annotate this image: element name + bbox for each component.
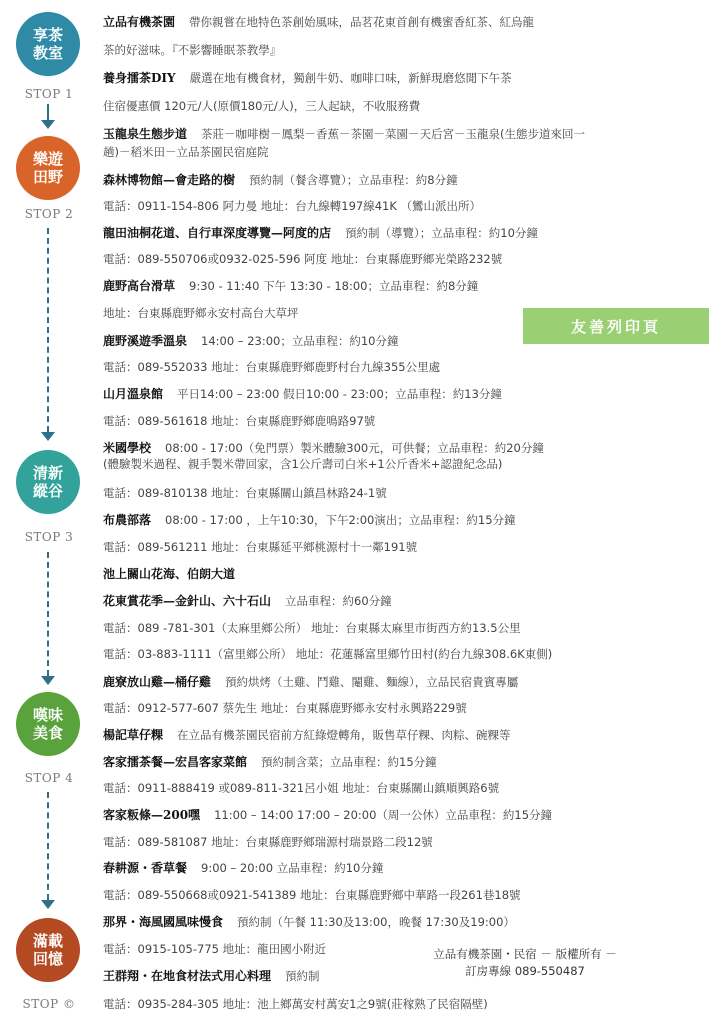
- item-text: 預約制含菜；立品車程：約15分鐘: [261, 755, 437, 769]
- item-title: 客家粄條—200嘿: [103, 808, 201, 822]
- copyright-text: 立品有機茶園・民宿 － 版權所有 －: [433, 947, 617, 961]
- stop-4-circle: [16, 692, 80, 756]
- item-title: 山月溫泉館: [103, 387, 164, 401]
- arrow-down-icon: [41, 676, 55, 685]
- print-friendly-button[interactable]: 友善列印頁: [523, 308, 709, 344]
- item-text: (體驗製米過程、親手製米帶回家，含1公斤壽司白米+1公斤香米+認證紀念品): [103, 457, 503, 471]
- item-text: 11:00 – 14:00 17:00 – 20:00（周一公休）立品車程：約15分鐘: [214, 808, 553, 822]
- list-item: [103, 780, 697, 796]
- item-title: 鹿寮放山雞—桶仔雞: [103, 675, 212, 689]
- list-item: [103, 172, 697, 188]
- stop-5-label: STOP ©: [22, 997, 76, 1011]
- stop-1-label: STOP 1: [24, 87, 74, 101]
- stop-2-title-line1: 樂遊: [32, 150, 63, 168]
- list-item: [103, 70, 697, 86]
- stop-4-title-line2: 美食: [32, 724, 63, 742]
- item-title: 立品有機茶園: [103, 15, 176, 29]
- stop-3-label: STOP 3: [24, 530, 74, 544]
- list-item: [103, 674, 697, 690]
- list-item: [103, 225, 697, 241]
- stop-5-title-line2: 回憶: [32, 950, 63, 968]
- list-item: [103, 860, 697, 876]
- list-item: [103, 251, 697, 267]
- list-item: [103, 620, 697, 636]
- item-text: 電話：089-561618 地址：台東縣鹿野鄉鹿鳴路97號: [103, 414, 376, 428]
- item-text: 電話：0912-577-607 蔡先生 地址：台東縣鹿野鄉永安村永興路229號: [103, 701, 467, 715]
- item-text: 立品車程：約60分鐘: [285, 594, 392, 608]
- stop-1-title-line1: 享茶: [32, 26, 63, 44]
- connector-dashed-line: [47, 552, 49, 676]
- item-text: 9:30 - 11:40 下午 13:30 - 18:00；立品車程：約8分鐘: [189, 279, 479, 293]
- list-item: [103, 754, 697, 770]
- list-item: [103, 198, 697, 214]
- stop-2-circle: [16, 136, 80, 200]
- list-item: [103, 386, 697, 402]
- connector-dashed-line: [47, 228, 49, 432]
- item-title: 養身擂茶DIY: [103, 71, 176, 85]
- item-title: 花東賞花季—金針山、六十石山: [103, 594, 272, 608]
- item-title: 鹿野溪遊季溫泉: [103, 334, 188, 348]
- stop-4-label: STOP 4: [24, 771, 74, 785]
- booking-phone: 訂房專線 089-550487: [465, 964, 585, 978]
- list-item: [103, 834, 697, 850]
- item-text: 預約烘烤（土雞、鬥雞、閹雞、麵線），立品民宿貴賓專屬: [225, 675, 519, 689]
- item-text: 電話：089-810138 地址：台東縣關山鎮昌林路24-1號: [103, 486, 387, 500]
- item-text: 嚴選在地有機食材，獨創牛奶、咖啡口味，新鮮現磨悠閒下午茶: [189, 71, 512, 85]
- item-title: 鹿野高台滑草: [103, 279, 176, 293]
- item-text: 電話：0935-284-305 地址：池上鄉萬安村萬安1之9號(莊稼熟了民宿隔壁): [103, 997, 488, 1011]
- item-text: 預約制（午餐 11:30及13:00，晚餐 17:30及19:00）: [237, 915, 515, 929]
- item-text: 平日14:00 – 23:00 假日10:00 - 23:00；立品車程：約13分鐘: [177, 387, 502, 401]
- item-text: 14:00 – 23:00；立品車程：約10分鐘: [201, 334, 399, 348]
- list-item: [103, 727, 697, 743]
- item-text: 茶莊－咖啡樹－鳳梨－香蕉－茶園－菜園－天后宮－玉龍泉(生態步道來回一: [201, 127, 585, 141]
- list-item: [103, 968, 389, 984]
- stop-5-circle: [16, 918, 80, 982]
- list-item: [103, 646, 697, 662]
- item-text: 帶你親嘗在地特色茶創始風味，品茗花東首創有機蜜香紅茶、紅烏龍: [189, 15, 535, 29]
- list-item: [103, 914, 697, 930]
- list-item: [103, 14, 697, 30]
- item-text: 電話：0911-888419 或089-811-321呂小姐 地址：台東縣關山鎮順興路6號: [103, 781, 500, 795]
- item-title: 池上關山花海、伯朗大道: [103, 567, 236, 581]
- item-text: 電話：089-550706或0932-025-596 阿度 地址：台東縣鹿野鄉光榮路232號: [103, 252, 503, 266]
- item-text: 電話：089 -781-301（太麻里鄉公所） 地址：台東縣太麻里市街西方約13.5公里: [103, 621, 521, 635]
- item-title: 米國學校: [103, 441, 152, 455]
- list-item: [103, 440, 697, 456]
- item-title: 客家擂茶餐—宏昌客家菜館: [103, 755, 248, 769]
- stop-2-title-line2: 田野: [32, 168, 63, 186]
- item-text: 茶的好滋味。『不影響睡眠茶教學』: [103, 43, 282, 57]
- item-text: 08:00 - 17:00（免門票）製米體驗300元，可供餐；立品車程：約20分鐘: [165, 441, 544, 455]
- item-text: 電話：03-883-1111（富里鄉公所） 地址：花蓮縣富里鄉竹田村(約台九線308.6K東側): [103, 647, 553, 661]
- item-text: 在立品有機茶園民宿前方紅綠燈轉角，販售草仔粿、肉粽、碗粿等: [177, 728, 511, 742]
- item-title: 玉龍泉生態步道: [103, 127, 188, 141]
- list-item: [103, 512, 697, 528]
- item-text: 預約制（餐含導覽）；立品車程：約8分鐘: [249, 173, 458, 187]
- item-text: 地址：台東縣鹿野鄉永安村高台大草坪: [103, 306, 299, 320]
- item-text: 9:00 – 20:00 立品車程：約10分鐘: [201, 861, 384, 875]
- list-item: [103, 539, 697, 555]
- list-item: [103, 485, 697, 501]
- item-title: 森林博物館—會走路的樹: [103, 173, 236, 187]
- item-text: 電話：089-581087 地址：台東縣鹿野鄉瑞源村瑞景路二段12號: [103, 835, 433, 849]
- item-text: 電話：089-552033 地址：台東縣鹿野鄉鹿野村台九線355公里處: [103, 360, 441, 374]
- stop-1-circle: [16, 12, 80, 76]
- item-text: 電話：0911-154-806 阿力曼 地址：台九線轉197線41K （鸞山派出所）: [103, 199, 482, 213]
- item-title: 楊記草仔粿: [103, 728, 164, 742]
- list-item: [103, 456, 697, 472]
- list-item: [103, 413, 697, 429]
- list-item: [103, 941, 389, 957]
- list-item: [103, 700, 697, 716]
- item-title: 那界・海風國風味慢食: [103, 915, 224, 929]
- item-text: 預約制（導覽）；立品車程：約10分鐘: [345, 226, 538, 240]
- item-title: 王群翔・在地食材法式用心料理: [103, 969, 272, 983]
- item-text: 趟)－稻米田－立品茶園民宿庭院: [103, 145, 269, 159]
- connector-dashed-line: [47, 792, 49, 900]
- list-item: [103, 359, 697, 375]
- list-item: [103, 126, 697, 142]
- list-item: [103, 42, 697, 58]
- arrow-down-icon: [41, 900, 55, 909]
- item-title: 春耕源・香草餐: [103, 861, 188, 875]
- item-text: 住宿優惠價 120元/人(原價180元/人)，三人起缺，不收服務費: [103, 99, 421, 113]
- stop-5-title-line1: 滿載: [32, 932, 63, 950]
- stop-3-circle: [16, 450, 80, 514]
- list-item: [103, 807, 697, 823]
- item-text: 08:00 - 17:00 ，上午10:30，下午2:00演出；立品車程：約15分鐘: [165, 513, 516, 527]
- arrow-down-icon: [41, 120, 55, 129]
- arrow-down-icon: [41, 432, 55, 441]
- copyright-block: [400, 946, 650, 980]
- list-item: [103, 98, 697, 114]
- list-item: [103, 566, 697, 582]
- item-title: 龍田油桐花道、自行車深度導覽—阿度的店: [103, 226, 332, 240]
- stop-1-title-line2: 教室: [32, 44, 63, 62]
- item-text: 電話：0915-105-775 地址：龍田國小附近: [103, 942, 327, 956]
- stop-3-title-line1: 清新: [32, 464, 63, 482]
- list-item: [103, 278, 697, 294]
- list-item: [103, 887, 697, 903]
- stop-3-title-line2: 縱谷: [32, 482, 63, 500]
- list-item: [103, 996, 697, 1012]
- list-item: [103, 144, 697, 160]
- item-title: 布農部落: [103, 513, 152, 527]
- connector-line: [47, 104, 49, 120]
- item-text: 預約制: [285, 969, 320, 983]
- item-text: 電話：089-550668或0921-541389 地址：台東縣鹿野鄉中華路一段261巷18號: [103, 888, 521, 902]
- stop-4-title-line1: 嘆味: [32, 706, 63, 724]
- item-text: 電話：089-561211 地址：台東縣延平鄉桃源村十一鄰191號: [103, 540, 418, 554]
- list-item: [103, 593, 697, 609]
- stop-2-label: STOP 2: [24, 207, 74, 221]
